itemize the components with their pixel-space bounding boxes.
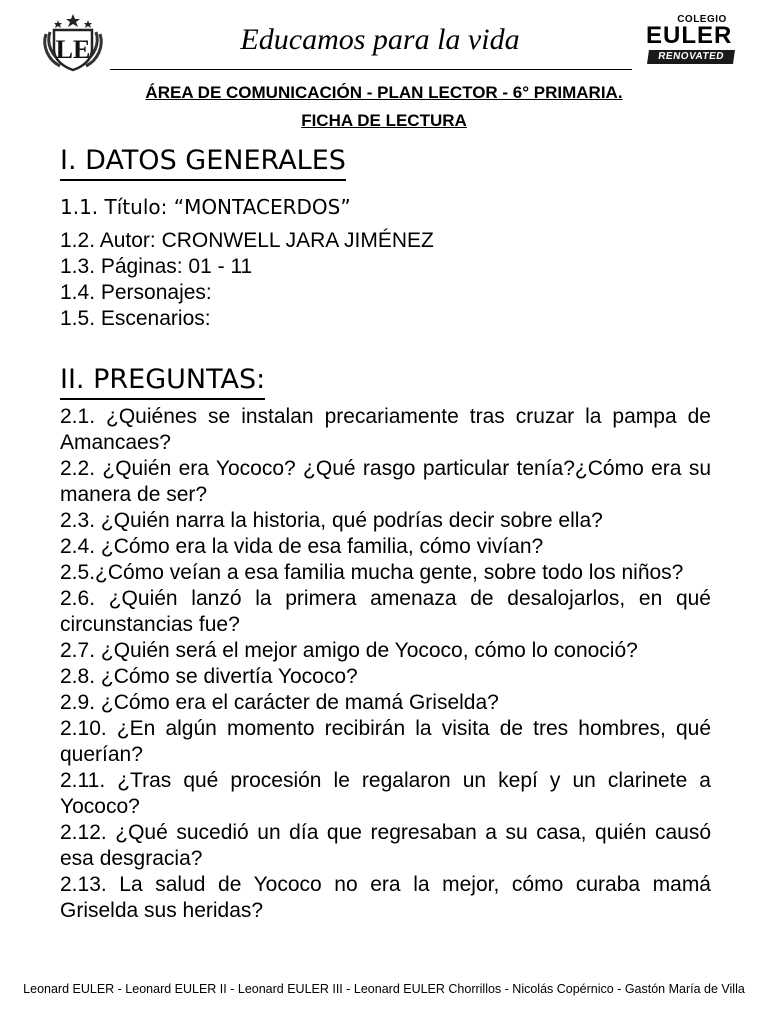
question-item: 2.11. ¿Tras qué procesión le regalaron un kepí y un clarinete a Yococo? (60, 769, 711, 818)
question-item: 2.13. La salud de Yococo no era la mejor, cómo curaba mamá Griselda sus heridas? (60, 873, 711, 922)
ficha-title-text: FICHA DE LECTURA (301, 111, 467, 130)
datos-item-autor: 1.2. Autor: CRONWELL JARA JIMÉNEZ (60, 229, 434, 252)
question-item: 2.6. ¿Quién lanzó la primera amenaza de desalojarlos, en qué circunstancias fue? (60, 587, 711, 636)
logo-renovated-badge: RENOVATED (647, 50, 735, 64)
ficha-title (0, 110, 768, 132)
shield-logo-letters: LE (55, 35, 91, 64)
school-slogan: Educamos para la vida (240, 23, 520, 56)
question-item: 2.9. ¿Cómo era el carácter de mamá Griselda? (60, 691, 499, 714)
question-item: 2.12. ¿Qué sucedió un día que regresaban a su casa, quién causó esa desgracia? (60, 821, 711, 870)
question-item: 2.3. ¿Quién narra la historia, qué podrías decir sobre ella? (60, 509, 603, 532)
section-heading-datos-generales: I. DATOS GENERALES (60, 144, 346, 181)
question-item: 2.8. ¿Cómo se divertía Yococo? (60, 665, 358, 688)
question-item: 2.7. ¿Quién será el mejor amigo de Yococo, cómo lo conoció? (60, 639, 638, 662)
datos-item-paginas: 1.3. Páginas: 01 - 11 (60, 255, 253, 278)
question-item: 2.5.¿Cómo veían a esa familia mucha gente, sobre todo los niños? (60, 561, 684, 584)
question-item: 2.10. ¿En algún momento recibirán la visita de tres hombres, qué querían? (60, 717, 711, 766)
footer-school-list: Leonard EULER - Leonard EULER II - Leonard EULER III - Leonard EULER Chorrillos - Nicolás Copérnico - Gastón María de Villa (23, 982, 745, 996)
datos-item-titulo: 1.1. Título: “MONTACERDOS” (60, 195, 351, 219)
questions-list (60, 404, 711, 924)
colegio-euler-logo (640, 14, 744, 70)
question-item: 2.4. ¿Cómo era la vida de esa familia, cómo vivían? (60, 535, 544, 558)
datos-generales-list (60, 194, 720, 332)
datos-item-escenarios: 1.5. Escenarios: (60, 307, 211, 330)
logo-colegio-label: COLEGIO (677, 14, 727, 25)
area-title (0, 82, 768, 104)
section-heading-preguntas: II. PREGUNTAS: (60, 363, 265, 400)
school-shield-logo (40, 12, 106, 72)
logo-euler-name: EULER (646, 22, 733, 49)
datos-item-personajes: 1.4. Personajes: (60, 281, 212, 304)
area-title-text: ÁREA DE COMUNICACIÓN - PLAN LECTOR - 6° PRIMARIA. (145, 83, 623, 102)
question-item: 2.2. ¿Quién era Yococo? ¿Qué rasgo particular tenía?¿Cómo era su manera de ser? (60, 457, 711, 506)
header-divider (110, 69, 632, 70)
question-item: 2.1. ¿Quiénes se instalan precariamente tras cruzar la pampa de Amancaes? (60, 405, 711, 454)
